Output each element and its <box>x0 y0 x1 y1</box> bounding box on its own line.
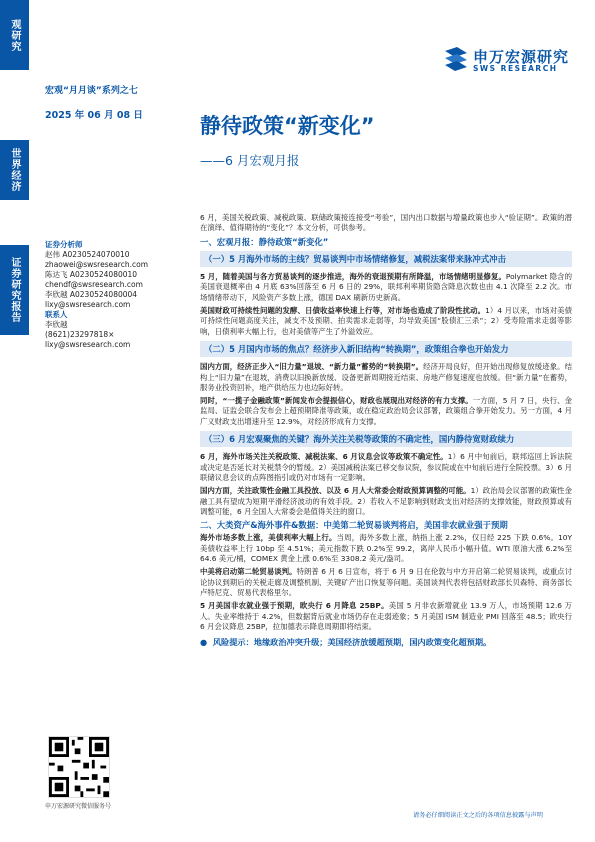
paragraph-lead: 5 月，随着美国与各方贸易谈判的逐步推进，海外的衰退预期有所降温，市场情绪明显修复。 <box>200 272 506 282</box>
contact-line: 李欣越 <box>45 320 68 329</box>
section-heading-2: 二、大类资产&海外事件&数据：中美第二轮贸易谈判将启，美国非农就业强于预期 <box>200 520 508 531</box>
paragraph-text: 经济开局良好，但开始出现修复放缓迹象。结构上“旧力量”在退坡，消费以旧换新放缓、设备更新周期接近结束、房地产修复速度也放缓。但“新力量”在蓄势，服务业投资回补，地产供给压力也边际好转。 <box>200 362 572 392</box>
bullet-icon: ● <box>200 637 213 648</box>
qr-code[interactable] <box>48 736 110 798</box>
analyst-email[interactable]: chendf@swsresearch.com <box>45 280 143 289</box>
intro-paragraph: 6 月，美国关税政策、减税政策、联储政策接连接受“考验”，国内出口数据与增量政策也步入“验证期”。政策的潜在演绎、值得期待的“变化”？本文分析，可供参考。 <box>200 213 572 233</box>
sidebar-tag-world-economy <box>0 140 29 200</box>
qr-code-icon <box>49 737 109 797</box>
paragraph-lead: 5 月美国非农就业强于预期，欧央行 6 月降息 25BP。 <box>200 601 389 611</box>
risk-text: 风险提示：地缘政治冲突升级；美国经济放缓超预期，国内政策变化超预期。 <box>212 637 492 648</box>
body-paragraph <box>200 362 572 393</box>
series-label: 宏观“月月谈”系列之七 <box>45 86 138 96</box>
paragraph-lead: 海外市场多数上涨，美债利率大幅上行。 <box>200 533 337 543</box>
contact-label: 联系人 <box>45 310 68 319</box>
body-paragraph <box>200 396 572 427</box>
contact-phone: (8621)23297818× <box>45 330 115 339</box>
paragraph-lead: 同时，“一揽子金融政策”新闻发布会提振信心，财政也展现出对经济的有力支撑。 <box>200 396 473 406</box>
body-paragraph <box>200 272 572 303</box>
paragraph-text: 一方面，5 月 7 日，央行、金监局、证监会联合发布会上超预期降准等政策，或在稳定政治局会议部署，政策组合拳开始发力。另一方面，4 月广义财政支出增速升至 12.9%，对经济形成有力支撑。 <box>200 396 572 426</box>
subsection-heading-2: （二）5 月国内市场的焦点？经济步入新旧结构“转换期”，政策组合拳也开始发力 <box>200 341 572 357</box>
contact-email[interactable]: lixy@swsresearch.com <box>45 340 131 349</box>
paragraph-lead: 中美将启动第二轮贸易谈判。 <box>200 567 297 577</box>
paragraph-lead: 6 月，海外市场关注关税政策、减税法案、6 月议息会议等政策不确定性。 <box>200 452 448 462</box>
analyst-panel <box>45 240 193 350</box>
body-paragraph <box>200 452 572 483</box>
qr-caption: 申万宏源研究微信服务号 <box>45 803 112 810</box>
body-paragraph <box>200 533 572 564</box>
paragraph-text: 1）4 月以来，市场对美债可持续性问题高度关注，减支不及预期、拍卖需求走弱等，均导致美国“股债汇三杀”；2）受寿险需求走弱等影响，日债利率大幅上行，也对美债等产生了外溢效应。 <box>200 306 572 336</box>
analyst-label: 证券分析师 <box>45 240 83 249</box>
analyst-email[interactable]: lixy@swsresearch.com <box>45 300 131 309</box>
paragraph-text: 特朗普 6 月 6 日宣布，将于 6 月 9 日在伦敦与中方开启第二轮贸易谈判，或重点讨论协议到期后的关税走廊及调整机制、关键矿产出口恢复等问题。美国谈判代表将包括财政部长贝森特、商务部长卢特尼克、贸易代表格里尔。 <box>200 567 572 597</box>
logo-icon <box>443 45 469 71</box>
paragraph-lead: 国内方面，关注政策性金融工具投放、以及 6 月人大常委会财政预算调整的可能。 <box>200 486 471 496</box>
analyst-line: 李欣越 A0230524080004 <box>45 290 138 299</box>
report-date: 2025 年 06 月 08 日 <box>45 110 143 121</box>
paragraph-text: 美国 5 月非农新增就业 13.9 万人，市场预期 12.6 万人。失业率维持于 4.2%，但数据背后就业市场仍存在走弱迹象；5 月美国 ISM 制造业 PMI 回落至 48.5；欧央行 6 月会议降息 25BP，拉加德表示降息周期即将结束。 <box>200 601 572 631</box>
analyst-line: 陈达飞 A0230524080010 <box>45 270 138 279</box>
report-body <box>200 213 572 647</box>
logo-text-en: SWS RESEARCH <box>473 64 558 73</box>
risk-warning <box>200 637 572 647</box>
body-paragraph <box>200 306 572 337</box>
paragraph-text: 当周，海外多数上涨，纳指上涨 2.2%，仅日经 225 下跌 0.6%。10Y 美债收益率上行 10bp 至 4.51%；美元指数下跌 0.2%至 99.2，离岸人民币小幅升值。WTI 原油大涨 6.2%至 64.6 美元/桶，COMEX 黄金上涨 0.6%至 3308.2 美元/盎司。 <box>200 533 572 564</box>
paragraph-lead: 美国财政可持续性问题的发酵、日债收益率快速上行等，对市场也造成了阶段性扰动。 <box>200 306 486 316</box>
paragraph-lead: 国内方面，经济正步入“旧力量”退坡、“新力量”蓄势的“转换期”。 <box>200 362 424 372</box>
body-paragraph <box>200 486 572 517</box>
sidebar-tag-label: 证券研究报告 <box>9 257 20 323</box>
subsection-heading-3: （三）6 月宏观聚焦的关键？海外关注关税等政策的不确定性，国内静待宽财政续力 <box>200 431 572 447</box>
paragraph-text: 1）6 月中旬前后，联邦巡回上诉法院或决定是否延长对关税禁令的暂缓。2）美国减税法案已移交参议院，参议院或在中旬前后进行全院投票。3）6 月联储议息会议的点阵图指引或仍对市场有一定影响。 <box>200 452 572 482</box>
sidebar <box>0 0 29 842</box>
body-paragraph <box>200 601 572 632</box>
logo-text-cn: 申万宏源研究 <box>473 48 570 66</box>
paragraph-text: Polymarket 隐含的美国衰退概率由 4 月底 63%回落至 6 月 6 日的 29%，联邦利率期货隐含降息次数也由 4.1 次降至 2.2 次。市场情绪带动下，风险资产多数上涨，德国 DAX 刷新历史新高。 <box>200 272 572 302</box>
company-logo <box>443 45 573 75</box>
sidebar-tag-securities-report <box>0 245 29 335</box>
paragraph-text: 1）政治局会议部署的政策性金融工具有望成为短期平滑经济波动的有效手段。2）若收入不足影响到财政支出对经济的支撑效能，财政预算或有调整可能，6 月全国人大常委会是值得关注的窗口。 <box>200 486 572 516</box>
section-heading-1: 一、宏观月报：静待政策“新变化” <box>200 236 329 247</box>
sidebar-tag-label: 世界经济 <box>9 148 20 192</box>
sidebar-tag-research <box>0 0 29 70</box>
report-subtitle: ——6 月宏观月报 <box>200 153 300 168</box>
disclaimer-footer: 请务必仔细阅读正文之后的各项信息披露与声明 <box>413 812 543 819</box>
analyst-email[interactable]: zhaowei@swsresearch.com <box>45 260 149 269</box>
body-paragraph <box>200 567 572 598</box>
subsection-heading-1: （一）5 月海外市场的主线？贸易谈判中市场情绪修复，减税法案带来脉冲式冲击 <box>200 251 572 267</box>
analyst-line: 赵伟 A0230524070010 <box>45 250 130 259</box>
sidebar-tag-label: 观研究 <box>9 18 20 52</box>
report-title: 静待政策“新变化” <box>200 114 375 138</box>
